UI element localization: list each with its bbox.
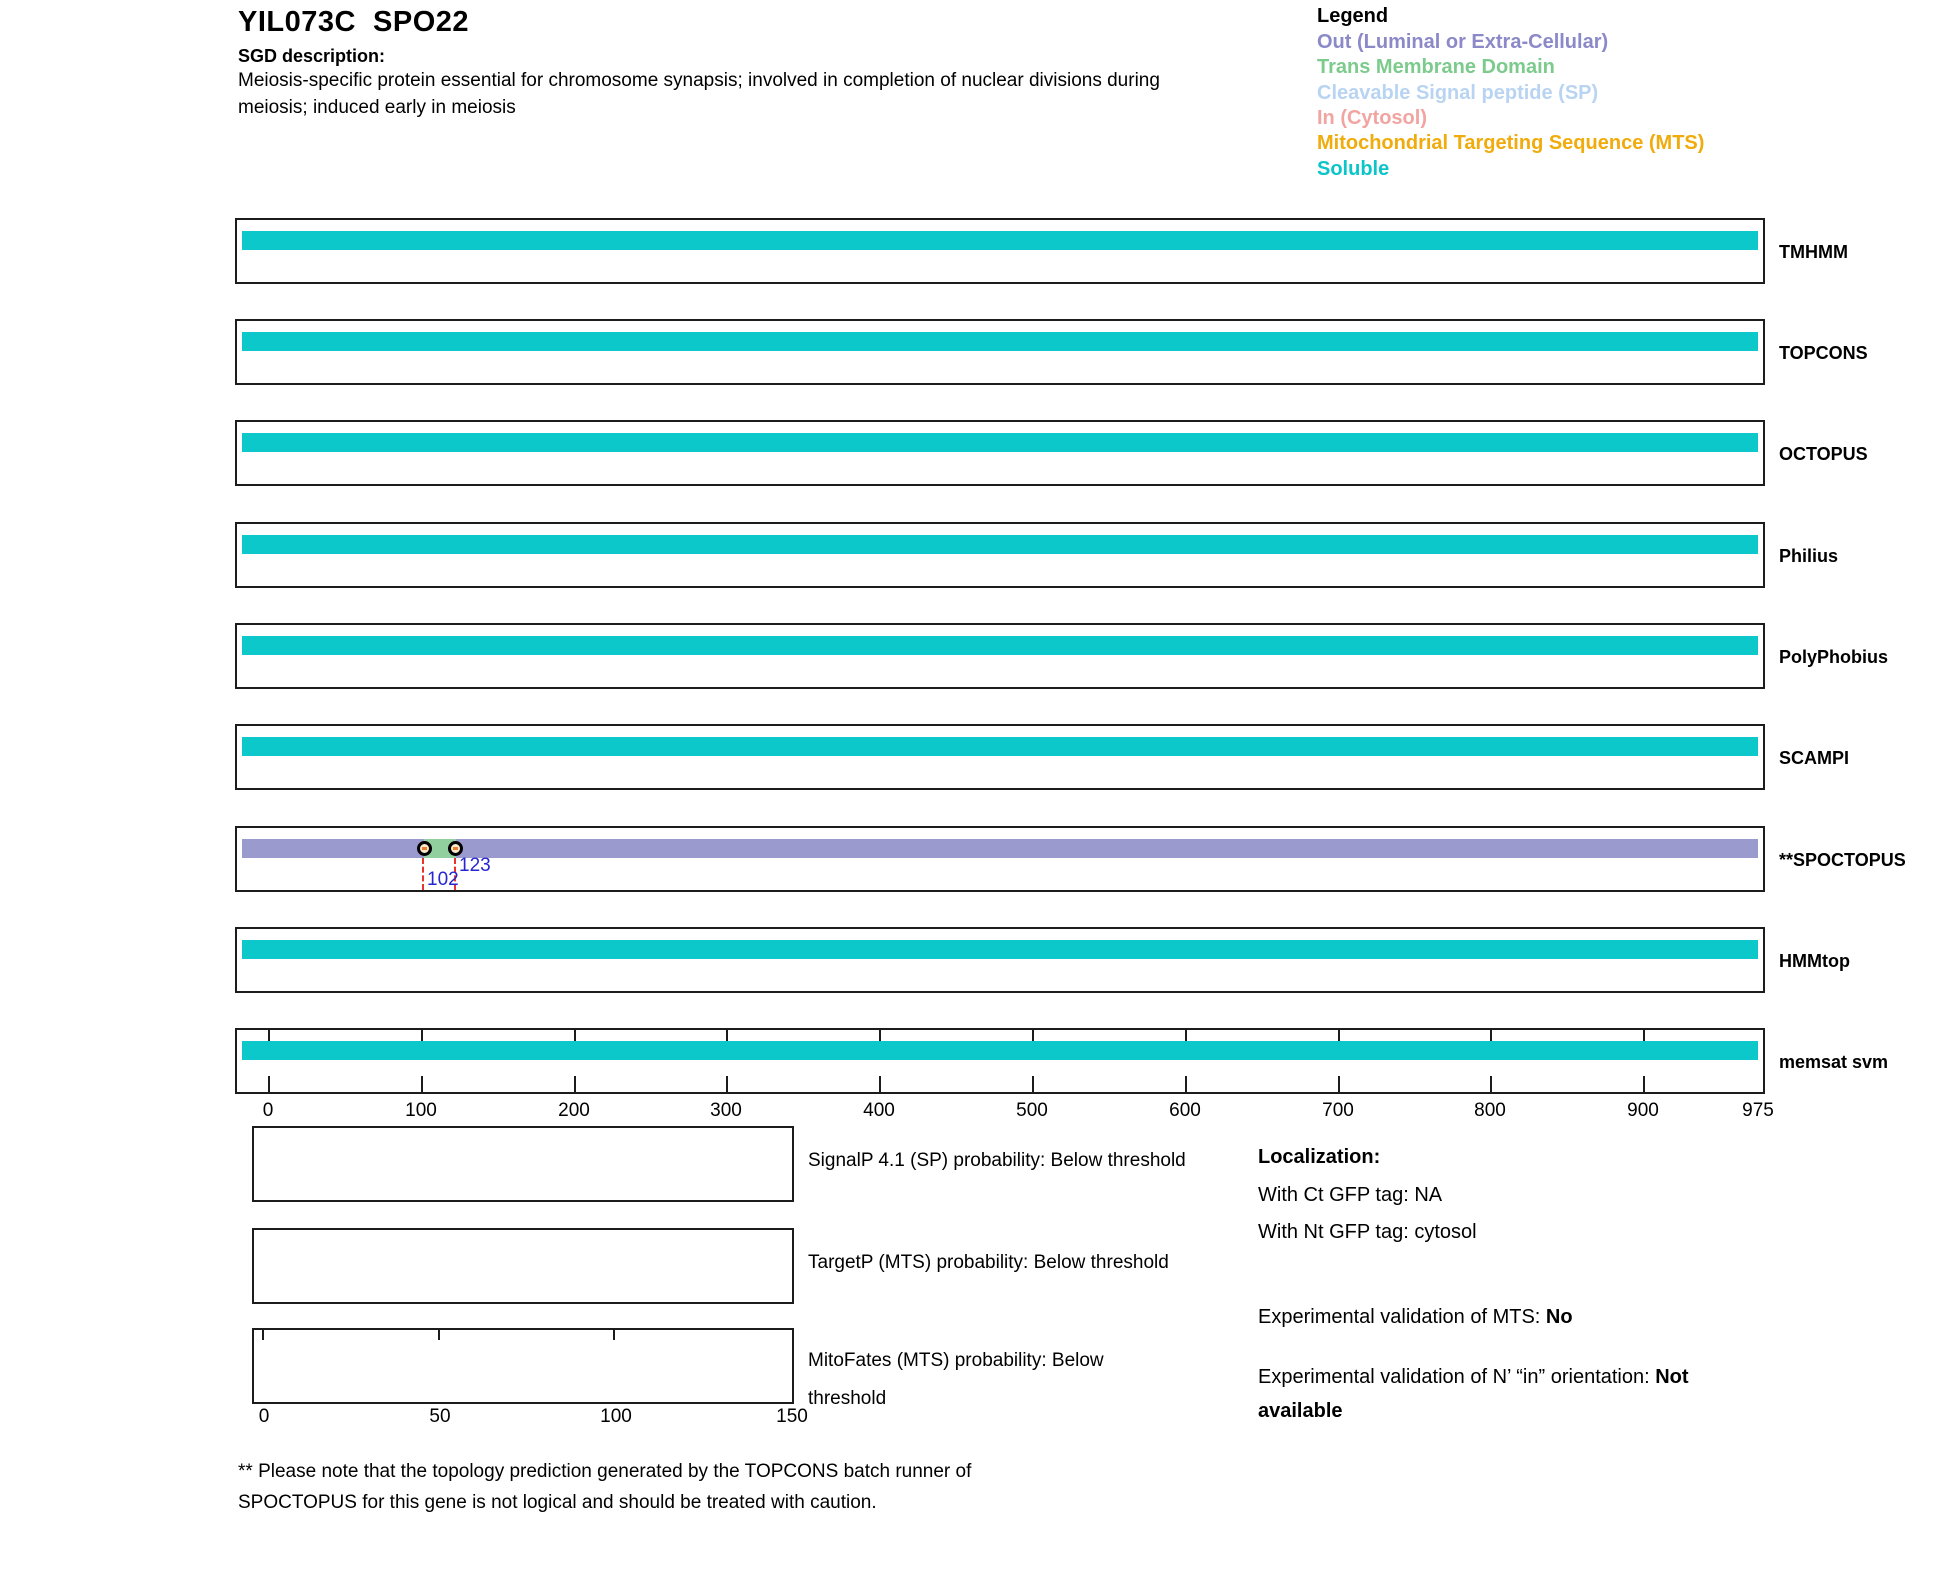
mitofates-plot-box xyxy=(252,1328,794,1404)
axis-tick xyxy=(1338,1076,1340,1092)
marker-inner-dash xyxy=(422,847,427,850)
axis-tick xyxy=(1490,1076,1492,1092)
legend-entry-in: In (Cytosol) xyxy=(1317,107,1427,129)
track-row-polyphobius xyxy=(235,623,1889,689)
prediction-bar-soluble xyxy=(242,433,1758,452)
track-row-spoctopus xyxy=(235,826,1906,892)
axis-tick xyxy=(1185,1076,1187,1092)
sgd-description-line1: Meiosis-specific protein essential for chromosome synapsis; involved in completion of nuclear divisions during xyxy=(238,70,1160,91)
localization-nt-line: With Nt GFP tag: cytosol xyxy=(1258,1221,1477,1243)
track-plot-box xyxy=(235,420,1765,486)
x-axis-tick-label: 0 xyxy=(262,1100,274,1121)
track-plot-box xyxy=(235,724,1765,790)
x-axis-tick-label: 800 xyxy=(1474,1100,1506,1121)
probability-axis-tick-label: 0 xyxy=(258,1406,270,1427)
prediction-bar-soluble xyxy=(242,332,1758,351)
probability-axis-tick-label: 150 xyxy=(776,1406,808,1427)
track-label: memsat svm xyxy=(1779,1052,1889,1072)
track-label: TMHMM xyxy=(1779,242,1848,262)
page-title: YIL073C SPO22 xyxy=(238,6,470,38)
tm-end-position-label: 123 xyxy=(459,855,491,876)
track-label: PolyPhobius xyxy=(1779,647,1889,667)
targetp-plot-box xyxy=(252,1228,794,1304)
track-plot-box xyxy=(235,319,1765,385)
axis-tick xyxy=(421,1076,423,1092)
mitofates-caption: MitoFates (MTS) probability: Below threshold xyxy=(808,1350,1104,1409)
track-row-octopus xyxy=(235,420,1868,486)
tm-boundary-marker-icon xyxy=(448,841,463,856)
track-plot-box xyxy=(235,927,1765,993)
legend-entry-out: Out (Luminal or Extra-Cellular) xyxy=(1317,31,1609,53)
mts-validation-label: Experimental validation of MTS: xyxy=(1258,1306,1546,1328)
axis-tick xyxy=(1643,1076,1645,1092)
axis-tick xyxy=(726,1076,728,1092)
localization-title: Localization: xyxy=(1258,1146,1381,1168)
prediction-bar-soluble xyxy=(242,535,1758,554)
prediction-bar-soluble xyxy=(242,636,1758,655)
signalp-caption: SignalP 4.1 (SP) probability: Below threshold xyxy=(808,1150,1186,1171)
tm-boundary-marker-icon xyxy=(417,841,432,856)
prediction-bar-soluble xyxy=(242,737,1758,756)
track-label: Philius xyxy=(1779,546,1839,566)
track-label: HMMtop xyxy=(1779,951,1850,971)
axis-tick xyxy=(438,1330,440,1340)
footnote-line2: SPOCTOPUS for this gene is not logical and should be treated with caution. xyxy=(238,1492,877,1513)
x-axis-tick-label: 975 xyxy=(1742,1100,1774,1121)
axis-tick xyxy=(574,1076,576,1092)
orientation-validation-value-wrap: available xyxy=(1258,1400,1343,1422)
track-plot-box xyxy=(235,826,1765,892)
x-axis-tick-label: 200 xyxy=(558,1100,590,1121)
orientation-validation-label: Experimental validation of N’ “in” orientation: xyxy=(1258,1366,1656,1388)
legend-entry-mts: Mitochondrial Targeting Sequence (MTS) xyxy=(1317,132,1705,154)
legend-entry-sp: Cleavable Signal peptide (SP) xyxy=(1317,82,1599,104)
x-axis-tick-label: 500 xyxy=(1016,1100,1048,1121)
x-axis-tick-label: 400 xyxy=(863,1100,895,1121)
x-axis-tick-label: 300 xyxy=(710,1100,742,1121)
axis-tick xyxy=(268,1076,270,1092)
x-axis-tick-label: 100 xyxy=(405,1100,437,1121)
axis-tick xyxy=(1032,1076,1034,1092)
track-label: **SPOCTOPUS xyxy=(1779,850,1906,870)
track-row-scampi xyxy=(235,724,1850,790)
mts-validation-value: No xyxy=(1545,1306,1573,1328)
orientation-validation-value: Not xyxy=(1655,1366,1689,1388)
track-plot-box xyxy=(235,522,1765,588)
prediction-bar-soluble xyxy=(242,231,1758,250)
track-row-tmhmm xyxy=(235,218,1848,284)
axis-tick xyxy=(262,1330,264,1340)
tm-start-position-label: 102 xyxy=(427,869,459,890)
legend-entry-tm: Trans Membrane Domain xyxy=(1317,56,1555,78)
x-axis-tick-label: 900 xyxy=(1627,1100,1659,1121)
prediction-bar-soluble xyxy=(242,940,1758,959)
track-plot-box xyxy=(235,1028,1765,1094)
axis-tick xyxy=(879,1076,881,1092)
probability-axis-tick-label: 100 xyxy=(600,1406,632,1427)
track-row-philius xyxy=(235,522,1839,588)
track-row-memsat-svm xyxy=(235,1028,1889,1094)
marker-guide-line xyxy=(422,858,424,890)
legend-title: Legend xyxy=(1317,5,1389,27)
axis-tick xyxy=(613,1330,615,1340)
prediction-bar-soluble xyxy=(242,1041,1758,1060)
probability-axis-tick-label: 50 xyxy=(429,1406,451,1427)
legend-entry-soluble: Soluble xyxy=(1317,158,1390,180)
localization-ct-line: With Ct GFP tag: NA xyxy=(1258,1184,1443,1206)
mts-validation-line xyxy=(1258,1306,1573,1329)
track-plot-box xyxy=(235,623,1765,689)
track-label: SCAMPI xyxy=(1779,748,1850,768)
track-label: OCTOPUS xyxy=(1779,444,1868,464)
track-row-topcons xyxy=(235,319,1868,385)
footnote-line1: ** Please note that the topology prediction generated by the TOPCONS batch runner of xyxy=(238,1461,972,1482)
sgd-description-label: SGD description: xyxy=(238,46,386,66)
sgd-description-line2: meiosis; induced early in meiosis xyxy=(238,97,516,118)
track-plot-box xyxy=(235,218,1765,284)
x-axis-tick-label: 700 xyxy=(1322,1100,1354,1121)
orientation-validation-line xyxy=(1258,1366,1689,1389)
targetp-caption: TargetP (MTS) probability: Below threshold xyxy=(808,1252,1169,1273)
track-label: TOPCONS xyxy=(1779,343,1868,363)
x-axis-tick-label: 600 xyxy=(1169,1100,1201,1121)
track-row-hmmtop xyxy=(235,927,1850,993)
marker-inner-dash xyxy=(453,847,458,850)
signalp-plot-box xyxy=(252,1126,794,1202)
